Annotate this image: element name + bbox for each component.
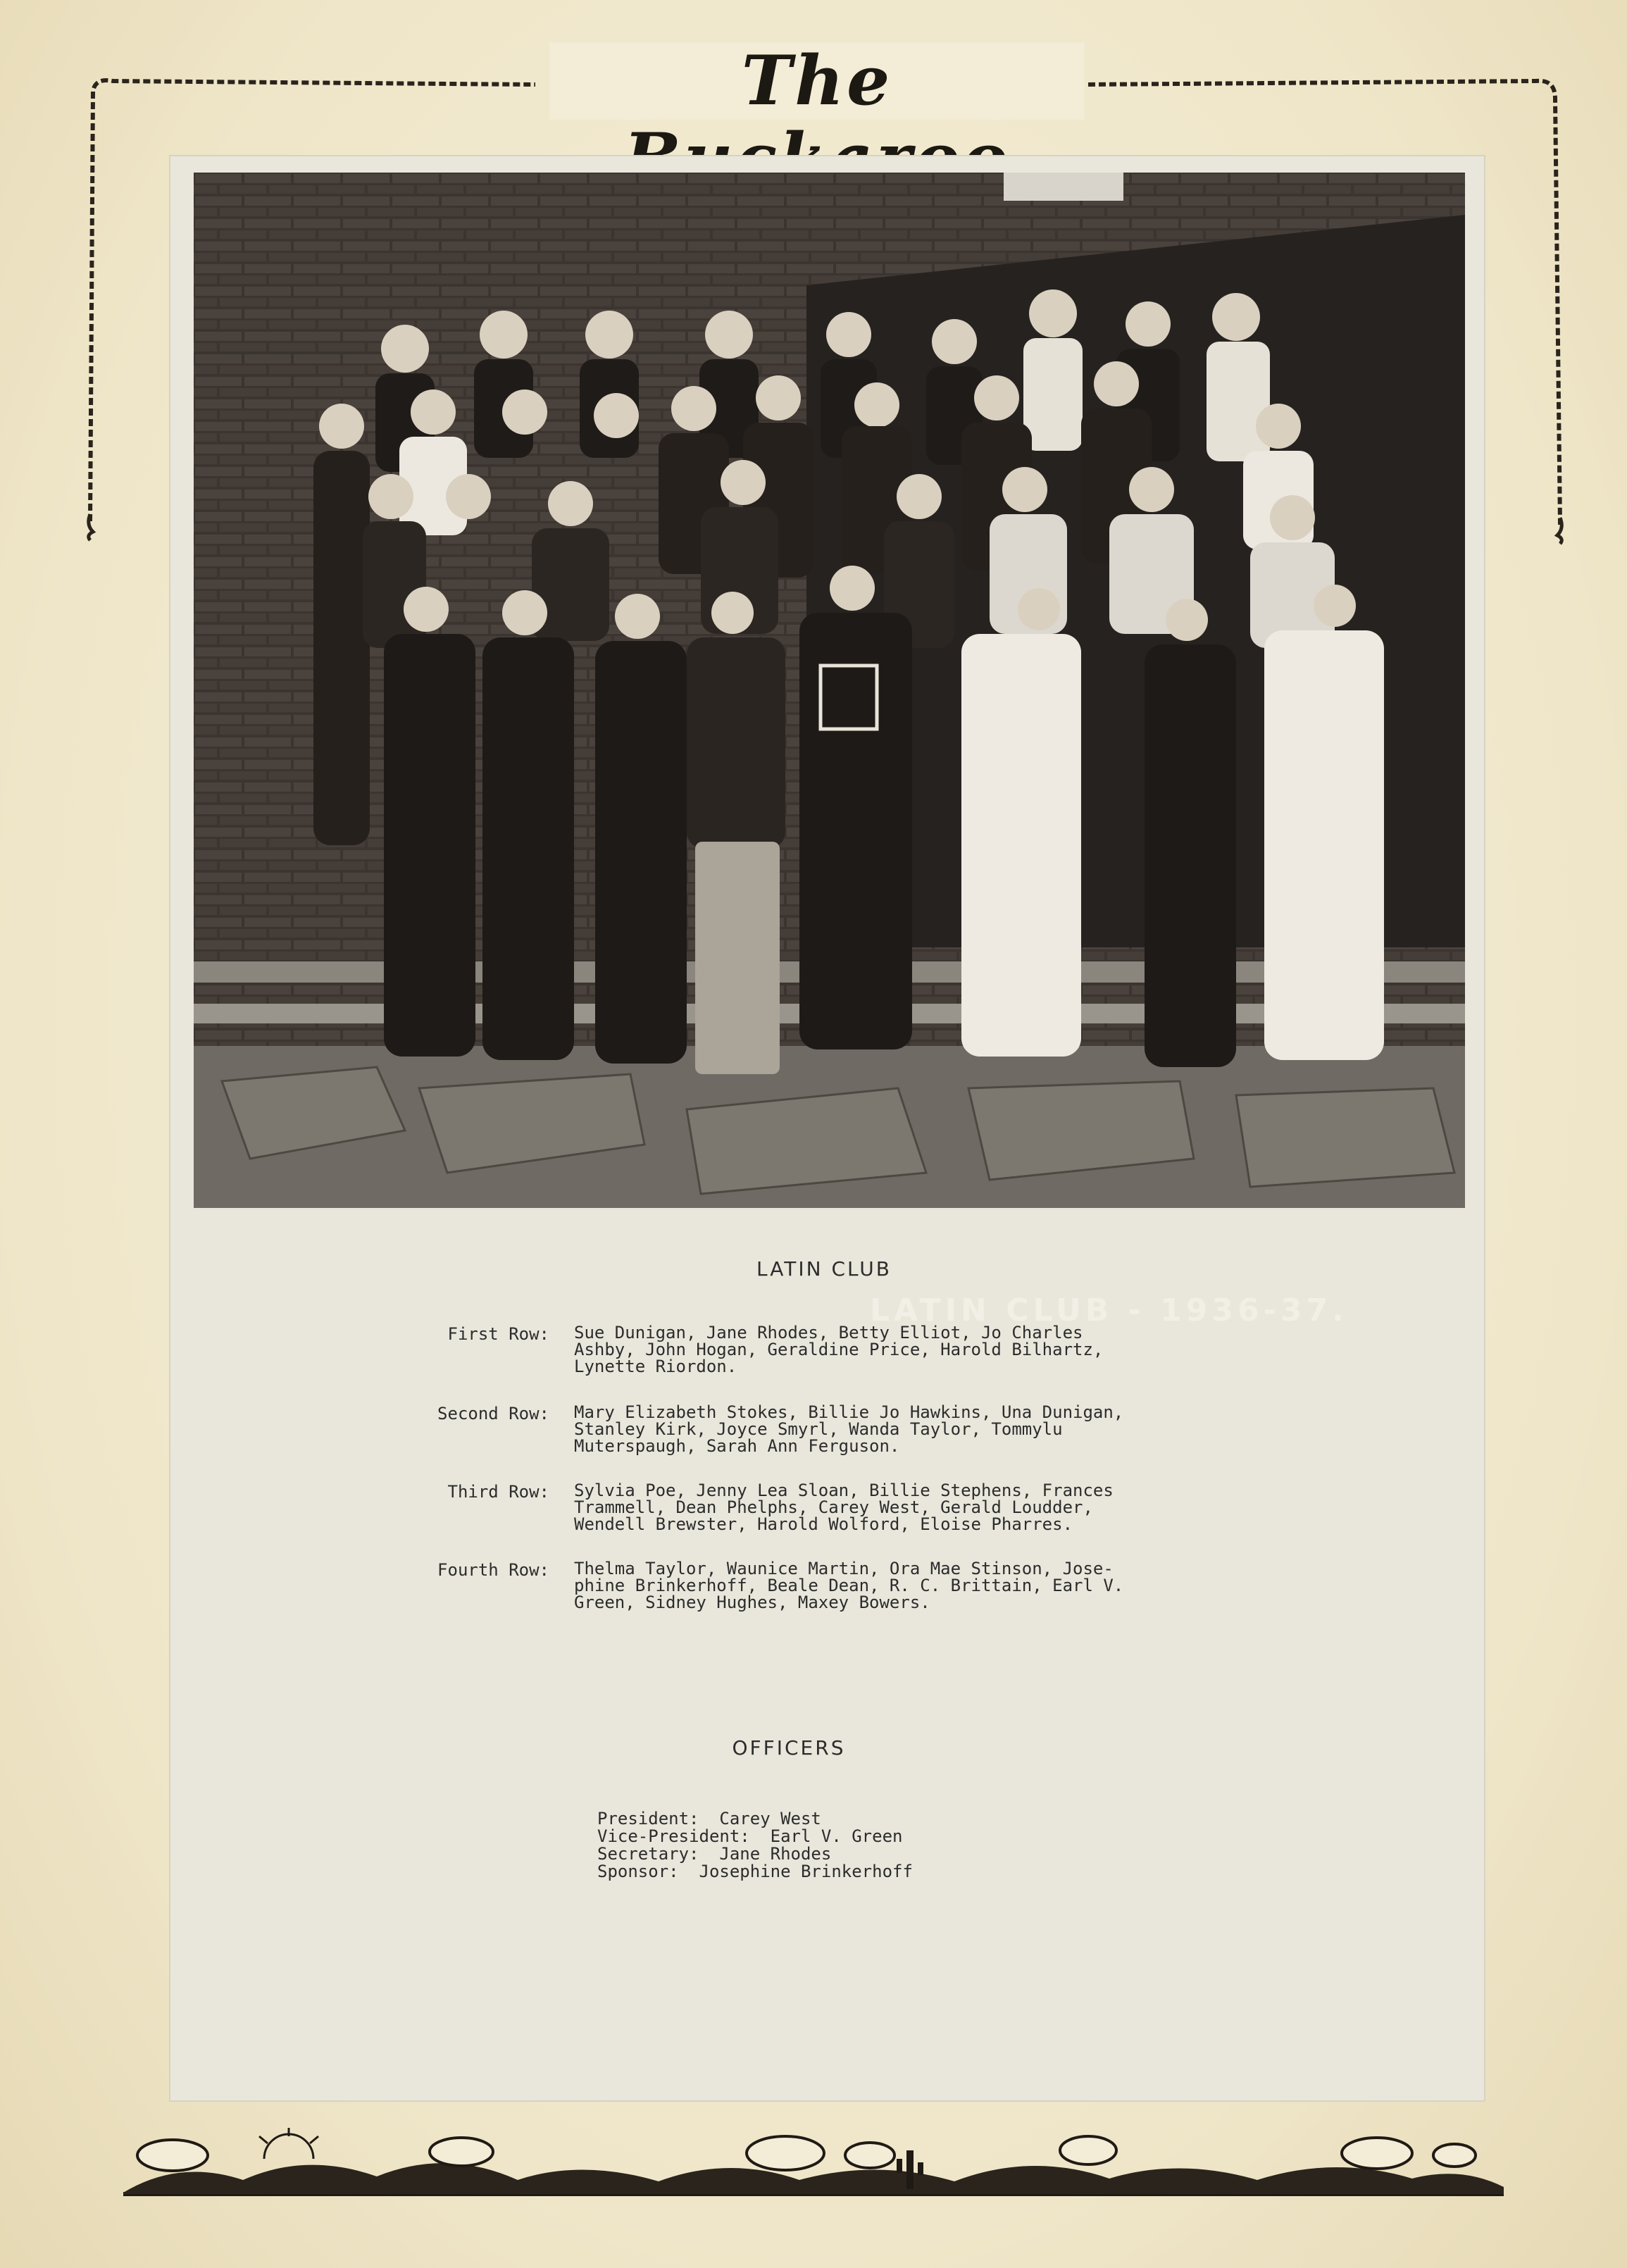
section-title: LATIN CLUB (756, 1257, 892, 1281)
row-names-fourth: Thelma Taylor, Waunice Martin, Ora Mae Stinson, Jose- phine Brinkerhoff, Beale Dean, R. C. Brittain, Earl V. Green, Sidney Hughes, Maxey Bowers. (574, 1559, 1124, 1612)
officer-secretary: Secretary: Jane Rhodes (597, 1844, 832, 1864)
row-names-first: Sue Dunigan, Jane Rhodes, Betty Elliot, Jo Charles Ashby, John Hogan, Geraldine Price, Harold Bilhartz, Lynette Riordon. (574, 1323, 1104, 1376)
row-label-first: First Row: (447, 1324, 549, 1344)
photo-caption: LATIN CLUB - 1936-37. (870, 1292, 1348, 1328)
officer-sponsor: Sponsor: Josephine Brinkerhoff (597, 1862, 913, 1881)
row-label-second: Second Row: (437, 1404, 549, 1423)
officer-president: President: Carey West (597, 1809, 821, 1828)
masthead-title: The (549, 42, 1085, 120)
row-label-third: Third Row: (447, 1482, 549, 1502)
footer-landscape-illustration (123, 2131, 1504, 2201)
group-photo (194, 173, 1465, 1328)
officer-vice-president: Vice-President: Earl V. Green (597, 1826, 903, 1846)
officers-title: OFFICERS (732, 1736, 846, 1759)
officers-list (597, 1810, 913, 1881)
row-names-second: Mary Elizabeth Stokes, Billie Jo Hawkins, Una Dunigan, Stanley Kirk, Joyce Smyrl, Wanda Taylor, Tommylu Muterspaugh, Sarah Ann Ferguson. (574, 1402, 1124, 1456)
row-label-fourth: Fourth Row: (437, 1560, 549, 1580)
row-names-third: Sylvia Poe, Jenny Lea Sloan, Billie Stephens, Frances Trammell, Dean Phelphs, Carey West, Gerald Loudder, Wendell Brewster, Harold Wolford, Eloise Pharres. (574, 1481, 1114, 1534)
